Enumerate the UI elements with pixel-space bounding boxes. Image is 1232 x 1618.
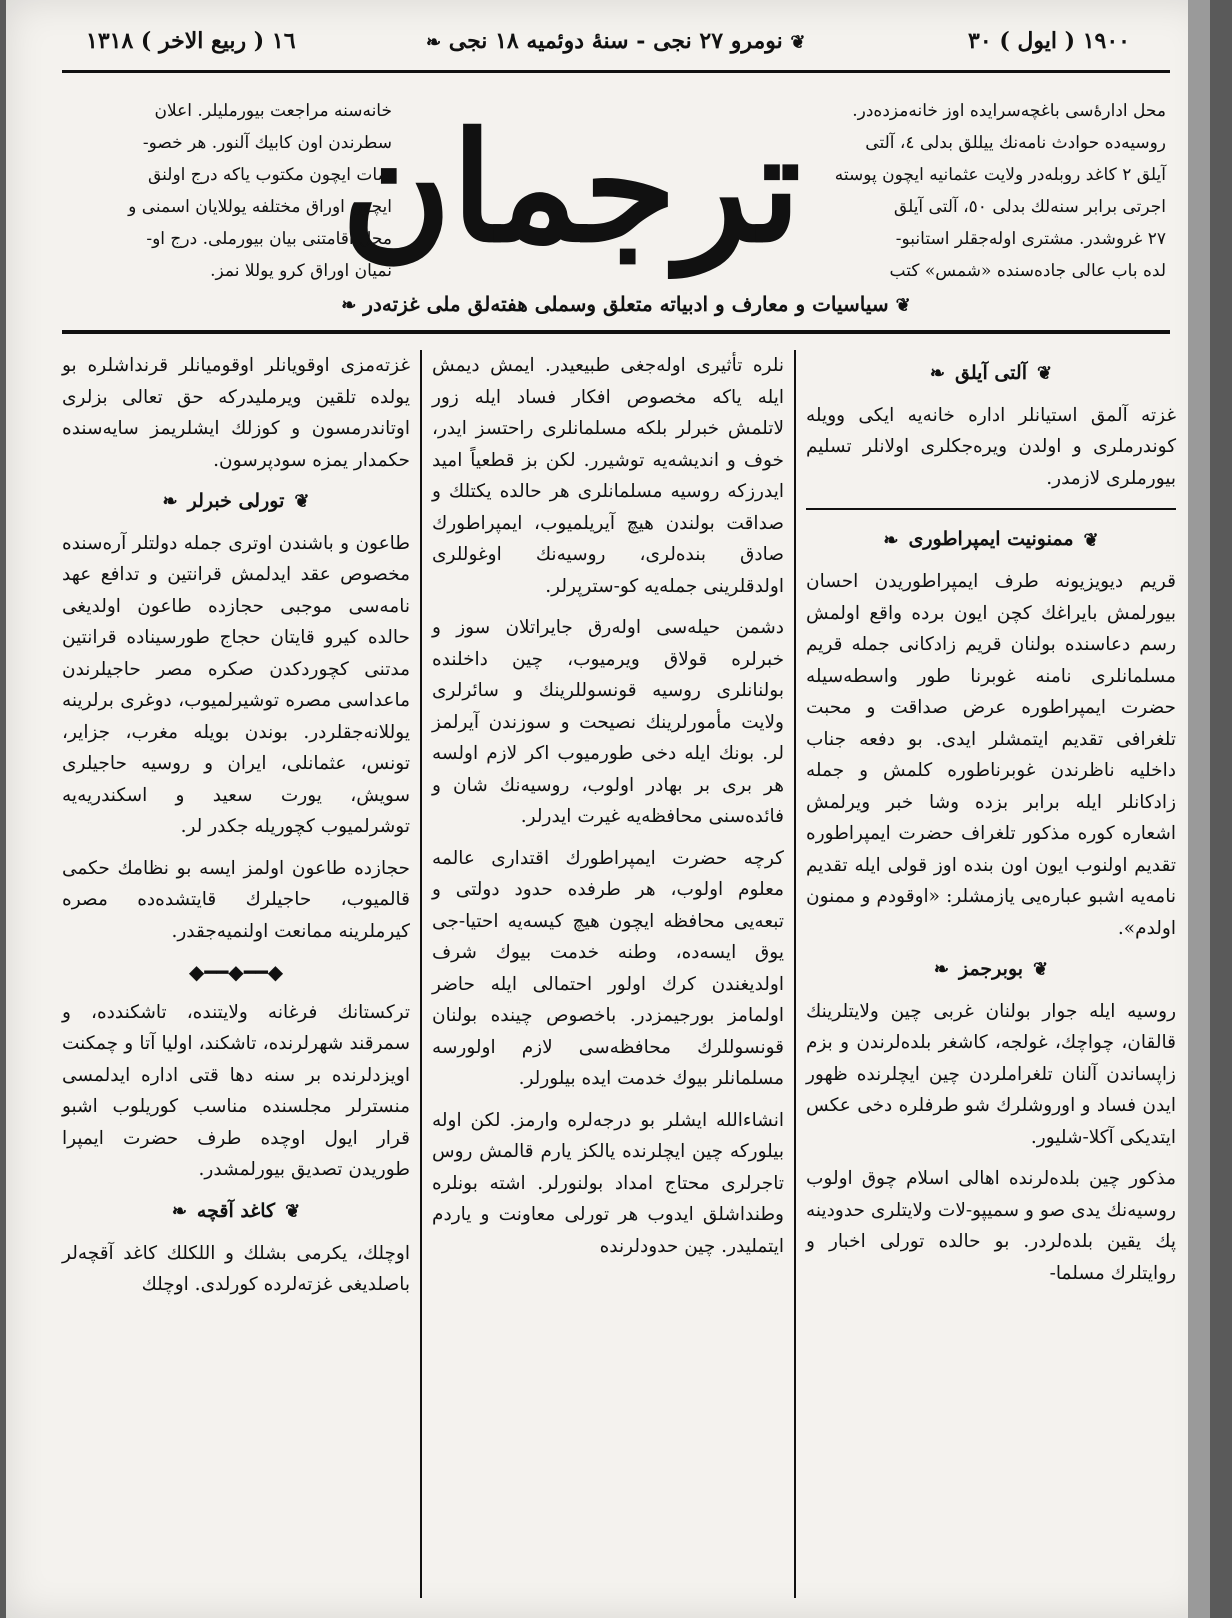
info-line: خانه‌سنه مراجعت بيورمليلر. اعلان bbox=[154, 101, 392, 121]
section-heading bbox=[62, 486, 410, 518]
ornament-icon: ❧ bbox=[933, 959, 949, 981]
info-line: لده باب عالى جاده‌سنده «شمس» كتب bbox=[889, 261, 1166, 281]
info-line: محل اقامتنى بيان بيورملى. درج او- bbox=[146, 229, 392, 249]
masthead-rule bbox=[62, 330, 1170, 334]
heading-text: كاغد آقچه bbox=[196, 1199, 276, 1222]
info-line: سطرندن اون كابيك آلنور. هر خصو- bbox=[142, 133, 392, 153]
top-rule bbox=[62, 70, 1170, 73]
ornament-icon: ❦ bbox=[895, 294, 911, 316]
ornament-icon: ❦ bbox=[1033, 959, 1049, 981]
ornament-icon: ❧ bbox=[426, 31, 442, 53]
section-heading bbox=[806, 524, 1176, 556]
column-right bbox=[806, 350, 1176, 1598]
newspaper-page bbox=[6, 0, 1210, 1618]
hijri-date: ١٦ ( ربيع الاخر ) ١٣١٨ bbox=[86, 28, 296, 54]
section-rule bbox=[806, 508, 1176, 510]
masthead-title: ترجمان bbox=[341, 100, 801, 276]
ornament-icon: ❧ bbox=[929, 363, 946, 385]
article-paragraph: طاعون و باشندن اوترى جمله دولتلر آره‌سنده مخصوص عقد ايدلمش قرانتين و تدافع عهد نامه‌سى موجبى حجازده طاعون اولديغى حالده كيرو قايتان حجاج طورسيناده قرانتين مدتنى كچوردكدن صكره مصر حاجيلرندن ماعداسى مصره توشيرلميوب، دوغرى برلرينه يوللانه‌جقلردر. بوندن بويله مغرب، جزاير، تونس، عثمانلى، ايران و روسيه حاجيلرى سويش، يورت سعيد و اسكندريه‌يه توشرلميوب كچوريله جكدر لر. bbox=[62, 532, 410, 838]
masthead-info-right bbox=[796, 95, 1166, 287]
heading-text: ممنونيت ايمپراطورى bbox=[908, 528, 1074, 551]
info-line: روسيه‌ده حوادث نامه‌نك ييللق بدلى ٤، آلتى bbox=[865, 133, 1166, 153]
article-paragraph: نلره تأثيرى اوله‌جغى طبيعيدر. ايمش ديمش ايله ياكه مخصوص افكار فساد ايله زور لاتلمش خبرلر بلكه مسلمانلرى راحتسز ايدر، خوف و انديشه‌يه توشيرر. لكن بز قطعياً اميد ايدرزكه روسيه مسلمانلرى هر حالده يكتلك و صداقت بولندن هيچ آيريلميوب، ايمپراطورك صادق بنده‌لرى، روسيه‌نك اوغوللرى اولدقلرينى جمله‌يه كو-سترپرلر. bbox=[432, 355, 784, 597]
ornament-icon: ❦ bbox=[790, 31, 806, 53]
dateline bbox=[46, 28, 1170, 68]
masthead-subtitle bbox=[306, 286, 946, 322]
ornament-icon: ❧ bbox=[162, 491, 178, 513]
ornament-icon: ❧ bbox=[883, 529, 899, 551]
info-line: ٢٧ غروشدر. مشترى اوله‌جقلر استانبو- bbox=[895, 229, 1166, 249]
issue-number-text: نومرو ٢٧ نجى - سنۀ دوئميه ١٨ نجى bbox=[448, 28, 783, 54]
ornament-icon: ❦ bbox=[1083, 529, 1099, 551]
article-paragraph: غزته‌مزى اوقويانلر اوقوميانلر قرنداشلره بو يولده تلقين ويرمليدركه حق تعالى بزلرى اوتاندرمسون و كوزلك ايشلريمز سايه‌سنده حكمدار يمزه سودپرسون. bbox=[62, 355, 410, 471]
info-line: اجرتى برابر سنه‌لك بدلى ٥٠، آلتى آيلق bbox=[893, 197, 1166, 217]
article-paragraph: مذكور چين بلده‌لرنده اهالى اسلام چوق اولوب روسيه‌نك يدى صو و سميپو-لات ولايتلرى حدودينه پك يقين بلده‌لردر. بو حالده تورلى اخبار و روايتلرك مسلما- bbox=[806, 1168, 1176, 1284]
info-line: نميان اوراق كرو يوللا نمز. bbox=[210, 261, 392, 281]
column-rule bbox=[420, 350, 422, 1598]
info-line: ايچون اوراق مختلفه يوللايان اسمنى و bbox=[128, 197, 392, 217]
column-rule bbox=[794, 350, 796, 1598]
article-paragraph: غزته آلمق استيانلر اداره خانه‌يه ايكى وويله كوندرملرى و اولدن ويرەجكلرى اولانلر تسليم بيورملرى لازمدر. bbox=[806, 404, 1176, 489]
heading-text: آلتى آيلق bbox=[955, 362, 1027, 384]
article-paragraph: قريم ديويزيونه طرف ايمپراطوريدن احسان بيورلمش بايراغك كچن ايون برده واقع اولمش رسم دعاسنده بولنان قريم زادكانى جمله قريم مسلمانلرى نامنه غوبرنا طور واسطه‌سيله حضرت ايمپراطوره عرض صداقت و محبت تلغرافى تقديم ايتمشلر ايدى. بو دفعه جناب داخليه ناظرندن غوبرناطوره كلمش و جمله زادكانلر ايله برابر بزده وشا خبر ويرلمش اشعاره كوره مذكور تلغراف حضرت ايمپراطوره تقديم اولنوب ايون اون بنده اوز قولى ايله تقديم نامه‌يه اشبو عباره‌يى يازمشلر: «اوقودم و ممنون اولدم». bbox=[806, 571, 1176, 939]
ornament-icon: ❧ bbox=[341, 294, 357, 316]
section-heading bbox=[62, 1196, 410, 1228]
masthead-info-left bbox=[62, 95, 392, 287]
section-heading bbox=[806, 358, 1176, 390]
section-heading bbox=[806, 954, 1176, 986]
article-paragraph: روسيه ايله جوار بولنان غربى چين ولايتلرينك قالقان، چواچك، غولجه، كاشغر بلده‌لرندن و بزم زاپساندن آلنان تلغراملردن چين ايچلرنده ظهور ايدن فساد و اوروشلرك شو طرفلره دخى عكس ايتديكى آكلا-شليور. bbox=[806, 1000, 1176, 1148]
info-line: آيلق ٢ كاغد روبله‌در ولايت عثمانيه ايچون پوسته bbox=[834, 165, 1166, 185]
heading-text: تورلى خبرلر bbox=[187, 490, 285, 512]
gregorian-date: ١٩٠٠ ( ايول ) ٣٠ bbox=[968, 28, 1130, 54]
info-line: محل ادارۀسى باغچه‌سرايده اوز خانه‌مزده‌در. bbox=[852, 101, 1166, 121]
article-paragraph: انشاءالله ايشلر بو درجه‌لره وارمز. لكن اوله بيلوركه چين ايچلرنده يالكز يارم قالمش روس تاجرلرى محتاج امداد بولنورلر. اشته بونلره وطنداشلق ايدوب هر تورلى معاونت و ياردم ايتمليدر. چين حدودلرنده bbox=[432, 1109, 784, 1257]
column-center bbox=[432, 350, 784, 1598]
ornament-icon: ❦ bbox=[1036, 363, 1053, 385]
ornament-icon: ❦ bbox=[294, 491, 310, 513]
column-left bbox=[62, 350, 410, 1598]
article-paragraph: حجازده طاعون اولمز ايسه بو نظامك حكمى قالميوب، حاجيلرك قايتشده‌ده مصره كيرملرينه ممانعت اولنميه‌جقدر. bbox=[62, 857, 410, 942]
subtitle-text: سياسيات و معارف و ادبياته متعلق وسملى هفته‌لق ملى غزته‌در bbox=[363, 292, 889, 316]
heading-text: بوبرجمز bbox=[958, 958, 1024, 980]
ornament-icon: ❦ bbox=[285, 1201, 301, 1222]
scan-edge bbox=[1188, 0, 1210, 1618]
article-paragraph: كرچه حضرت ايمپراطورك اقتدارى عالمه معلوم اولوب، هر طرفده حدود دولتى و تبعه‌يى محافظه ايچون هيچ كيسه‌يه احتيا-جى يوق ايسه‌ده، وطنه خدمت بيوك شرف اولديغندن كرك اولور احتمالى ايله حاضر اولمامز بورجيمزدر. باخصوص چينده بولنان قونسوللرك محافظه‌سى لازم اولورسه مسلمانلر بيوك خدمت ايده بيلورلر. bbox=[432, 847, 784, 1089]
info-line: صات ايچون مكتوب ياكه درج اولنق bbox=[147, 165, 392, 185]
article-paragraph: دشمن حيله‌سى اوله‌رق جايراتلان سوز و خبرلره قولاق ويرميوب، چين داخلنده بولنانلرى روسيه قونسوللرينك و سائرلرى ولايت مأمورلرينك نصيحت و سوزندن آيرلمز لر. بونك ايله دخى طورميوب اكر لازم اولسه هر برى بر بهادر اولوب، روسيه‌نك شان و فائده‌سنى محافظه‌يه غيرت ايدرلر. bbox=[432, 617, 784, 827]
ornament-icon: ❧ bbox=[171, 1201, 187, 1222]
article-paragraph: اوچلك، يكرمى بشلك و اللكلك كاغد آقچه‌لر باصلديغى غزته‌لرده كورلدى. اوچلك bbox=[62, 1242, 410, 1295]
article-paragraph: تركستانك فرغانه ولايتنده، تاشكندده، و سمرقند شهرلرنده، تاشكند، اوليا آتا و چمكنت اويزدلرنده بر سنه دها قتى اداره ايدلمسى منسترلر مجلسنده مناسب كوريلوب اشبو قرار ايول اوچده طرف حضرت ايمپرا طوريدن تصديق بيورلمشدر. bbox=[62, 1001, 410, 1181]
divider-ornament-icon: ◆━━◆━━◆ bbox=[188, 960, 284, 985]
issue-number bbox=[426, 28, 806, 54]
